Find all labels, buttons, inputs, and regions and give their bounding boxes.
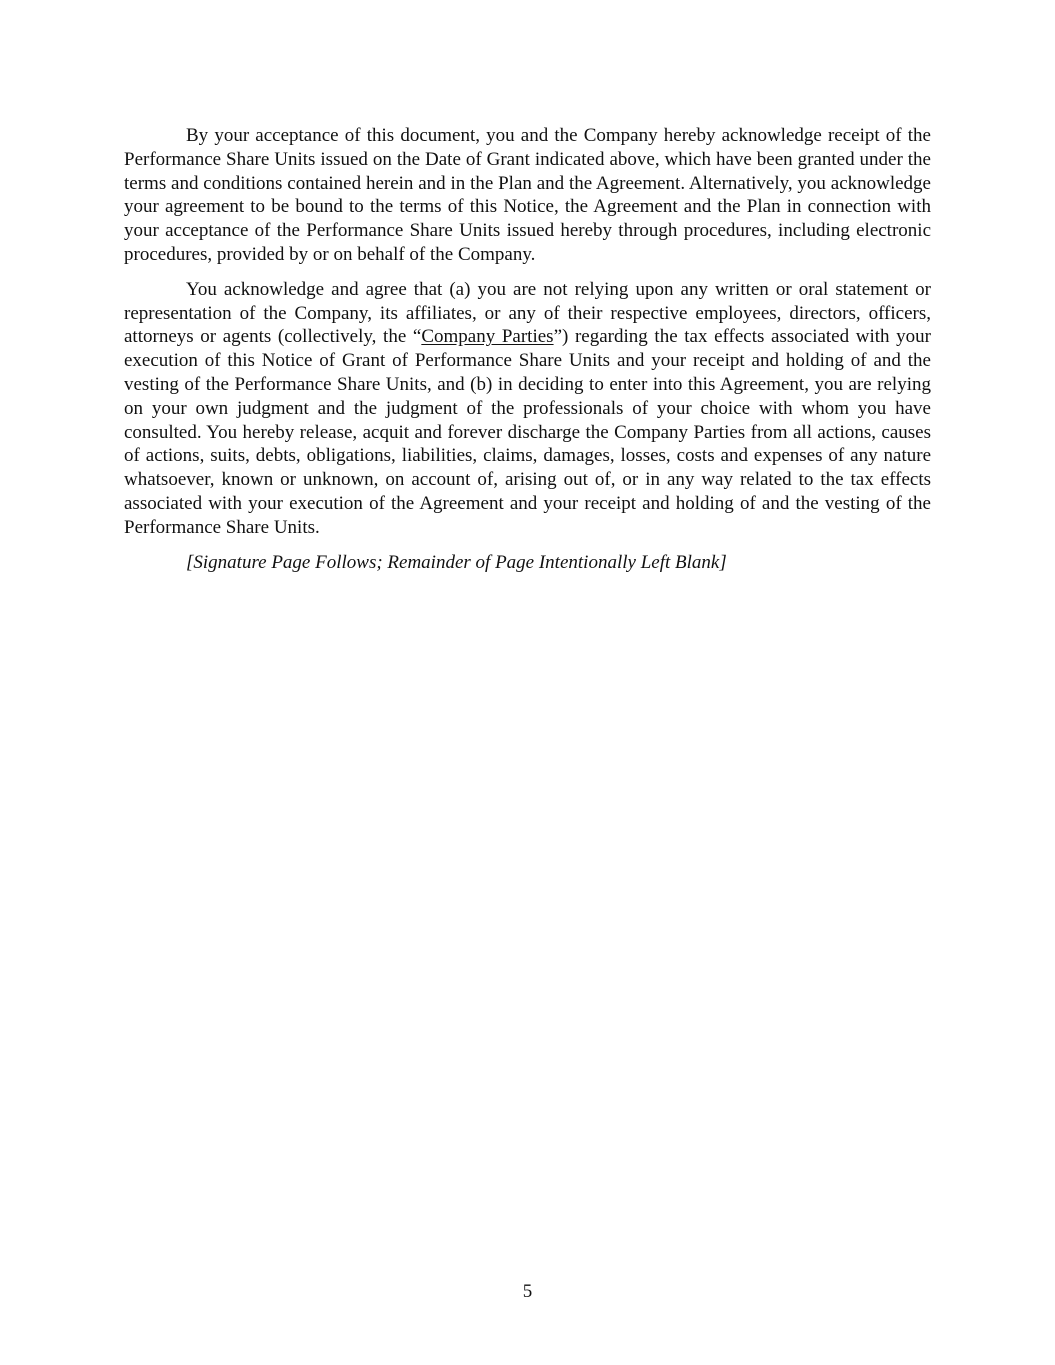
defined-term-company-parties: Company Parties xyxy=(421,326,554,348)
acknowledgement-paragraph xyxy=(124,278,931,540)
acknowledgement-text-before-term: You acknowledge and agree that (a) you are not relying upon any written or oral statement or representation of the Company, its affiliates, or any of their respective employees, directors, officers, attorneys or agents (collectively, the “ xyxy=(124,278,931,348)
page-number: 5 xyxy=(522,1281,533,1302)
signature-page-note: [Signature Page Follows; Remainder of Page Intentionally Left Blank] xyxy=(186,551,727,573)
acceptance-paragraph: By your acceptance of this document, you and the Company hereby acknowledge receipt of the Performance Share Units issued on the Date of Grant indicated above, which have been granted under the terms and conditions contained herein and in the Plan and the Agreement. Alternatively, you acknowledge your agreement to be bound to the terms of this Notice, the Agreement and the Plan in connection with your acceptance of the Performance Share Units issued hereby through procedures, including electronic procedures, provided by or on behalf of the Company. xyxy=(124,125,931,265)
document-body xyxy=(124,124,931,574)
acknowledgement-text-after-term: ”) regarding the tax effects associated with your execution of this Notice of Grant of Performance Share Units and your receipt and holding of and the vesting of the Performance Share Units, and (b) in deciding to enter into this Agreement, you are relying on your own judgment and the judgment of the professionals of your choice with whom you have consulted. You hereby release, acquit and forever discharge the Company Parties from all actions, causes of actions, suits, debts, obligations, liabilities, claims, damages, losses, costs and expenses of any nature whatsoever, known or unknown, on account of, arising out of, or in any way related to the tax effects associated with your execution of the Agreement and your receipt and holding of and the vesting of the Performance Share Units. xyxy=(124,326,931,538)
